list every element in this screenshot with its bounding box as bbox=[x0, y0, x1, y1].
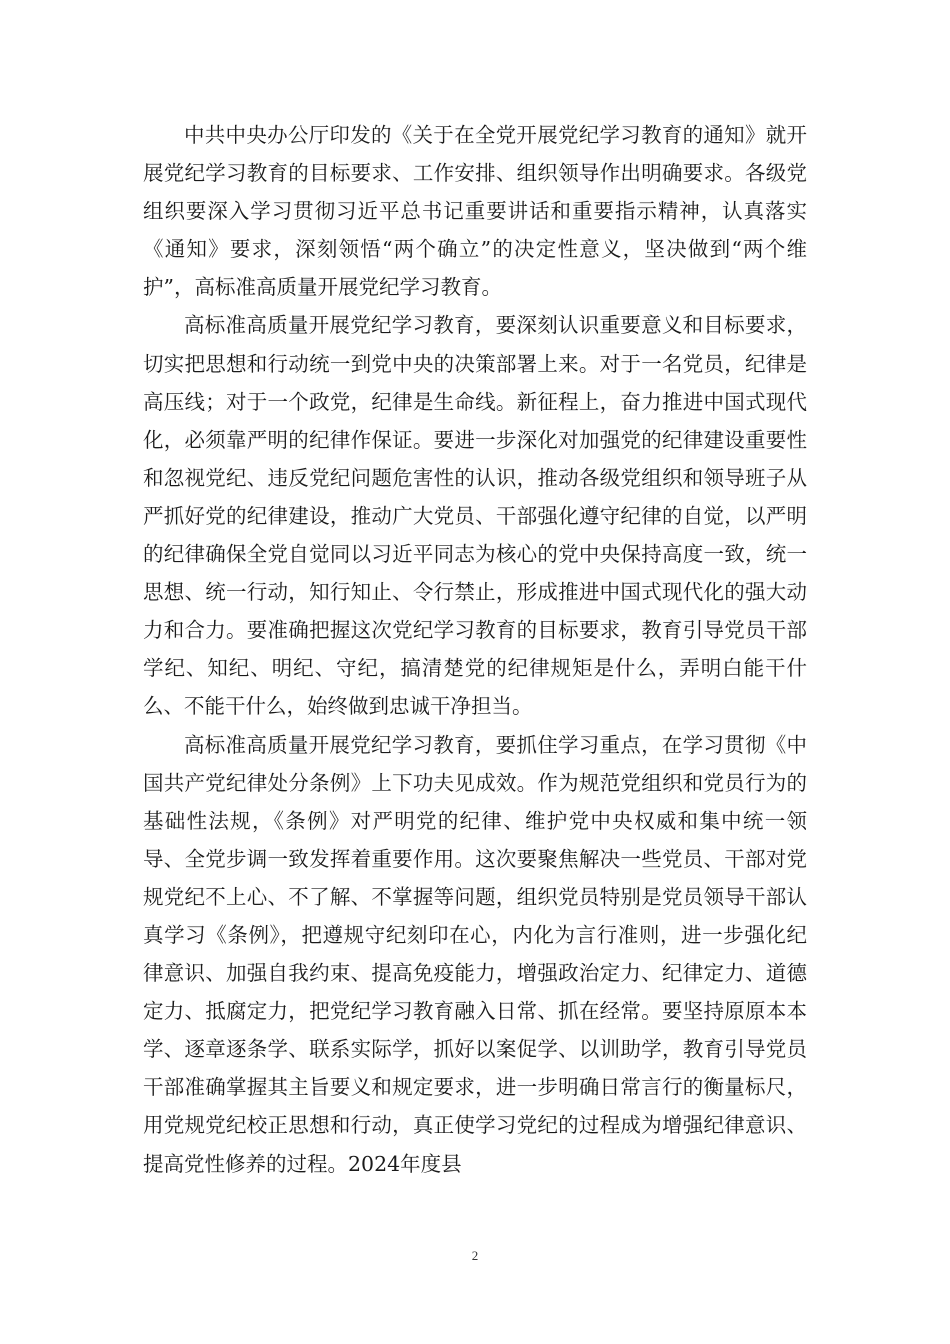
paragraph-2: 高标准高质量开展党纪学习教育，要深刻认识重要意义和目标要求，切实把思想和行动统一到党中央的决策部署上来。对于一名党员，纪律是高压线；对于一个政党，纪律是生命线。新征程上，奋力推进中国式现代化，必须靠严明的纪律作保证。要进一步深化对加强党的纪律建设重要性和忽视党纪、违反党纪问题危害性的认识，推动各级党组织和领导班子从严抓好党的纪律建设，推动广大党员、干部强化遵守纪律的自觉，以严明的纪律确保全党自觉同以习近平同志为核心的党中央保持高度一致，统一思想、统一行动，知行知止、令行禁止，形成推进中国式现代化的强大动力和合力。要准确把握这次党纪学习教育的目标要求，教育引导党员干部学纪、知纪、明纪、守纪，搞清楚党的纪律规矩是什么，弄明白能干什么、不能干什么，始终做到忠诚干净担当。 bbox=[143, 313, 807, 719]
page-number: 2 bbox=[471, 1248, 479, 1263]
paragraph-3: 高标准高质量开展党纪学习教育，要抓住学习重点，在学习贯彻《中国共产党纪律处分条例》上下功夫见成效。作为规范党组织和党员行为的基础性法规，《条例》对严明党的纪律、维护党中央权威和集中统一领导、全党步调一致发挥着重要作用。这次要聚焦解决一些党员、干部对党规党纪不上心、不了解、不掌握等问题，组织党员特别是党员领导干部认真学习《条例》，把遵规守纪刻印在心，内化为言行准则，进一步强化纪律意识、加强自我约束、提高免疫能力，增强政治定力、纪律定力、道德定力、抵腐定力，把党纪学习教育融入日常、抓在经常。要坚持原原本本学、逐章逐条学、联系实际学，抓好以案促学、以训助学，教育引导党员干部准确掌握其主旨要义和规定要求，进一步明确日常言行的衡量标尺，用党规党纪校正思想和行动，真正使学习党纪的过程成为增强纪律意识、提高党性修养的过程。2024年度县 bbox=[143, 732, 807, 1176]
paragraph-1: 中共中央办公厅印发的《关于在全党开展党纪学习教育的通知》就开展党纪学习教育的目标要求、工作安排、组织领导作出明确要求。各级党组织要深入学习贯彻习近平总书记重要讲话和重要指示精神，认真落实《通知》要求，深刻领悟“两个确立”的决定性意义，坚决做到“两个维护”，高标准高质量开展党纪学习教育。 bbox=[143, 123, 807, 300]
document-body bbox=[143, 116, 807, 1183]
